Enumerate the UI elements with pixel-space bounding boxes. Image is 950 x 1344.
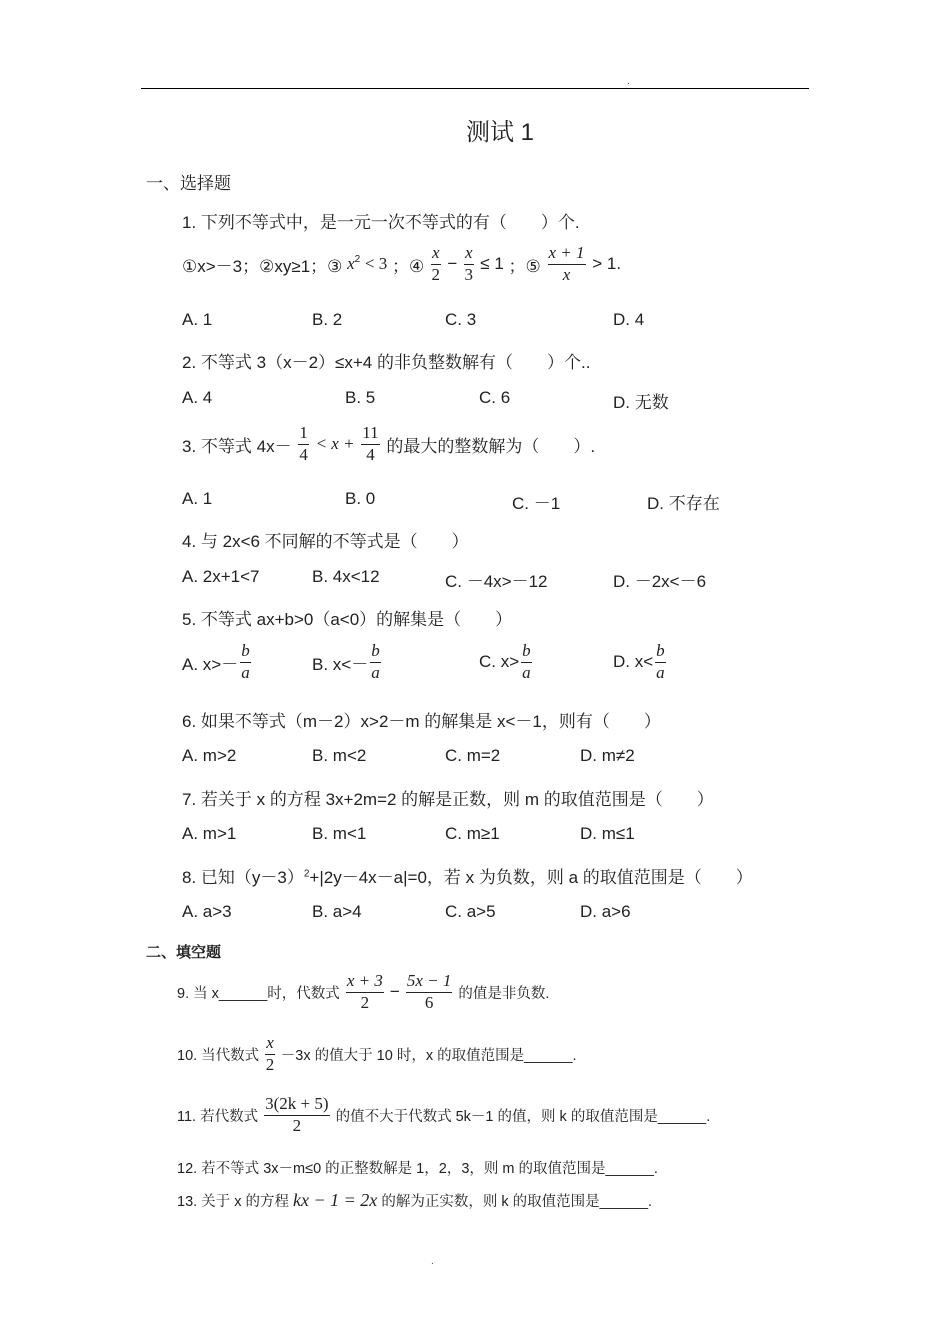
q6-option-a: A. m>2 (182, 746, 237, 765)
fraction-b-over-a: $\frac{b}{a}$ (241, 641, 250, 682)
q13-text-pre: 13. 关于 x 的方程 (177, 1194, 289, 1210)
question-9 (177, 972, 549, 1012)
math-gt1: > 1 (592, 254, 617, 274)
q7-option-a: A. m>1 (182, 824, 237, 843)
q4-option-b: B. 4x<12 (312, 567, 380, 586)
q6-option-d: D. m≠2 (580, 746, 635, 765)
q3-text-post: 的最大的整数解为（ ）. (386, 436, 596, 456)
q10-text-pre: 10. 当代数式 (177, 1047, 260, 1064)
header-rule (141, 88, 809, 89)
question-11 (177, 1095, 710, 1135)
question-10 (177, 1034, 577, 1074)
fraction-x-plus-1-over-x: $\frac{x + 1}{x}$ (548, 243, 585, 284)
page-title: 测试 1 (466, 119, 535, 146)
math-le1: ≤ 1 (480, 254, 504, 274)
fraction-b-over-a: $\frac{b}{a}$ (371, 641, 380, 682)
q8-option-c: C. a>5 (445, 902, 496, 921)
fraction-x-plus-3-over-2: $\frac{x + 3}{2}$ (346, 971, 383, 1012)
items-text: ①x>－3；②xy≥1；③ (182, 256, 343, 276)
q9-text-pre: 9. 当 x______时，代数式 (177, 985, 340, 1002)
q1-option-b: B. 2 (312, 310, 343, 329)
item-5-marker: ；⑤ (508, 256, 541, 276)
fraction-b-over-a: $\frac{b}{a}$ (656, 641, 665, 682)
fraction-11-over-4: $\frac{11}{4}$ (362, 423, 379, 464)
fraction-3-2k-plus-5-over-2: $\frac{3(2k + 5)}{2}$ (265, 1094, 329, 1135)
q3-option-b: B. 0 (345, 489, 376, 508)
question-2: 2. 不等式 3（x－2）≤x+4 的非负整数解有（ ）个.. (182, 353, 591, 372)
superscript-2: 2 (354, 254, 361, 266)
answer-blank: ______. (599, 1194, 653, 1210)
q1-option-d: D. 4 (613, 310, 645, 329)
question-1-items (182, 244, 621, 284)
q3-option-a: A. 1 (182, 489, 213, 508)
q2-option-b: B. 5 (345, 388, 376, 407)
fraction-x-over-2: $\frac{x}{2}$ (431, 243, 441, 284)
item-4-marker: ；④ (392, 256, 425, 276)
q3-text-pre: 3. 不等式 4x－ (182, 436, 292, 456)
period: . (616, 254, 622, 274)
q5-option-c: C. x> $\frac{b}{a}$ (479, 641, 531, 682)
minus-sign: − (389, 982, 400, 1002)
minus-sign: − (447, 254, 458, 274)
q6-option-b: B. m<2 (312, 746, 367, 765)
question-4: 4. 与 2x<6 不同解的不等式是（ ） (182, 532, 469, 551)
question-5: 5. 不等式 ax+b>0（a<0）的解集是（ ） (182, 610, 513, 629)
q8-text-post: +|2y－4x－a|=0，若 x 为负数，则 a 的取值范围是（ ） (309, 868, 753, 887)
q3-option-c: C. －1 (512, 494, 561, 513)
footer-dot: . (431, 1256, 434, 1267)
q7-option-b: B. m<1 (312, 824, 367, 843)
equation-kx-minus-1-eq-2x: kx − 1 = 2x (293, 1190, 378, 1210)
fraction-x-over-2: $\frac{x}{2}$ (265, 1033, 275, 1074)
q5-option-d: D. x< $\frac{b}{a}$ (613, 641, 665, 682)
q1-option-a: A. 1 (182, 310, 213, 329)
question-7: 7. 若关于 x 的方程 3x+2m=2 的解是正数，则 m 的取值范围是（ ） (182, 790, 714, 809)
q8-text-pre: 8. 已知（y－3） (182, 868, 304, 887)
q7-option-c: C. m≥1 (445, 824, 500, 843)
q10-text-post: －3x 的值大于 10 时，x 的取值范围是______. (280, 1047, 577, 1064)
question-13 (177, 1190, 652, 1211)
section-multiple-choice: 一、选择题 (146, 174, 231, 193)
math-lt-x-plus: < x + (315, 434, 355, 454)
q8-option-a: A. a>3 (182, 902, 232, 921)
question-8 (182, 863, 753, 888)
q4-option-d: D. －2x<－6 (613, 572, 707, 591)
q2-option-a: A. 4 (182, 388, 213, 407)
header-dot: . (627, 76, 630, 87)
q6-option-c: C. m=2 (445, 746, 501, 765)
question-3 (182, 424, 595, 464)
q5-option-b: B. x<－ $\frac{b}{a}$ (312, 641, 380, 682)
section-fill-in: 二、填空题 (146, 944, 222, 961)
q8-option-b: B. a>4 (312, 902, 362, 921)
q7-option-d: D. m≤1 (580, 824, 635, 843)
math-x: x (347, 254, 355, 274)
q8-option-d: D. a>6 (580, 902, 631, 921)
q4-option-c: C. －4x>－12 (445, 572, 548, 591)
q13-text-post: 的解为正实数，则 k 的取值范围是 (381, 1194, 600, 1210)
q4-option-a: A. 2x+1<7 (182, 567, 260, 586)
fraction-x-over-3: $\frac{x}{3}$ (464, 243, 473, 284)
q11-text-pre: 11. 若代数式 (177, 1108, 259, 1125)
q3-option-d: D. 不存在 (647, 494, 720, 513)
fraction-5x-minus-1-over-6: $\frac{5x - 1}{6}$ (406, 971, 452, 1012)
superscript-2: 2 (303, 868, 310, 880)
question-6: 6. 如果不等式（m－2）x>2－m 的解集是 x<－1，则有（ ） (182, 712, 661, 731)
q9-text-post: 的值是非负数. (458, 985, 550, 1002)
q1-option-c: C. 3 (445, 310, 477, 329)
q2-option-d: D. 无数 (613, 393, 669, 412)
q2-option-c: C. 6 (479, 388, 511, 407)
fraction-b-over-a: $\frac{b}{a}$ (522, 641, 531, 682)
q11-text-post: 的值不大于代数式 5k－1 的值，则 k 的取值范围是______. (335, 1108, 711, 1125)
math-lt3: < 3 (364, 254, 388, 274)
q5-option-a: A. x>－ $\frac{b}{a}$ (182, 641, 250, 682)
question-12: 12. 若不等式 3x－m≤0 的正整数解是 1，2，3，则 m 的取值范围是______. (177, 1161, 658, 1177)
fraction-1-over-4: $\frac{1}{4}$ (299, 423, 308, 464)
question-1: 1. 下列不等式中，是一元一次不等式的有（ ）个. (182, 213, 580, 232)
